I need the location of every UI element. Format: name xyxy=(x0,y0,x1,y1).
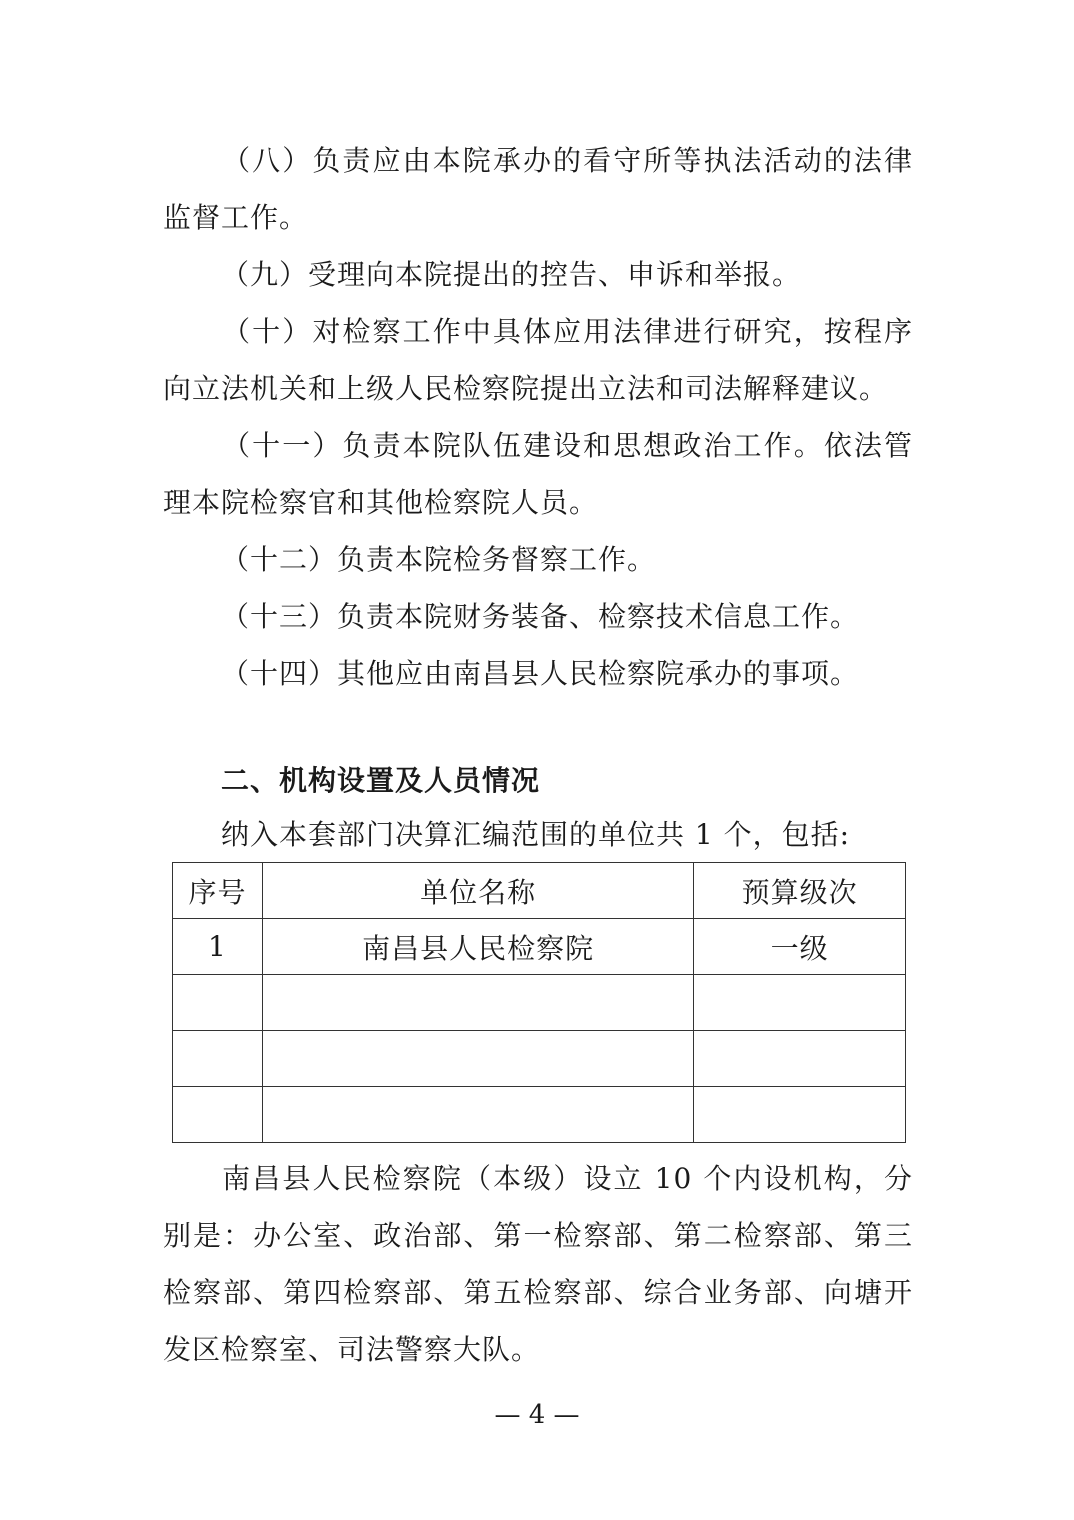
table-row xyxy=(173,919,906,975)
cell-index: 1 xyxy=(173,919,263,975)
header-budget-level: 预算级次 xyxy=(694,863,906,919)
paragraph-item-9: （九）受理向本院提出的控告、申诉和举报。 xyxy=(221,258,802,291)
table-row xyxy=(173,1087,906,1143)
cell-index xyxy=(173,975,263,1031)
cell-budget-level xyxy=(694,1087,906,1143)
paragraph-item-14: （十四）其他应由南昌县人民检察院承办的事项。 xyxy=(221,657,860,690)
paragraph-item-10: （十）对检察工作中具体应用法律进行研究，按程序向立法机关和上级人民检察院提出立法和司法解释建议。 xyxy=(163,315,913,405)
table-header-row xyxy=(173,863,906,919)
cell-index xyxy=(173,1087,263,1143)
cell-unit-name xyxy=(262,1087,693,1143)
cell-unit-name xyxy=(262,1031,693,1087)
table-row xyxy=(173,975,906,1031)
cell-unit-name: 南昌县人民检察院 xyxy=(262,919,693,975)
paragraph-item-8: （八）负责应由本院承办的看守所等执法活动的法律监督工作。 xyxy=(163,144,913,234)
cell-budget-level xyxy=(694,1031,906,1087)
section-heading: 二、机构设置及人员情况 xyxy=(221,764,541,797)
cell-unit-name xyxy=(262,975,693,1031)
paragraph-item-13: （十三）负责本院财务装备、检察技术信息工作。 xyxy=(221,600,860,633)
units-table xyxy=(172,862,906,1143)
page-number: — 4 — xyxy=(494,1400,580,1430)
paragraph-item-12: （十二）负责本院检务督察工作。 xyxy=(221,543,657,576)
cell-budget-level: 一级 xyxy=(694,919,906,975)
cell-index xyxy=(173,1031,263,1087)
header-index: 序号 xyxy=(173,863,263,919)
header-unit-name: 单位名称 xyxy=(262,863,693,919)
paragraph-item-11: （十一）负责本院队伍建设和思想政治工作。依法管理本院检察官和其他检察院人员。 xyxy=(163,429,913,519)
closing-paragraph: 南昌县人民检察院（本级）设立 10 个内设机构，分别是：办公室、政治部、第一检察部、第二检察部、第三检察部、第四检察部、第五检察部、综合业务部、向塘开发区检察室、司法警察大队。 xyxy=(163,1162,913,1366)
cell-budget-level xyxy=(694,975,906,1031)
intro-paragraph: 纳入本套部门决算汇编范围的单位共 1 个，包括: xyxy=(221,818,851,851)
table-row xyxy=(173,1031,906,1087)
